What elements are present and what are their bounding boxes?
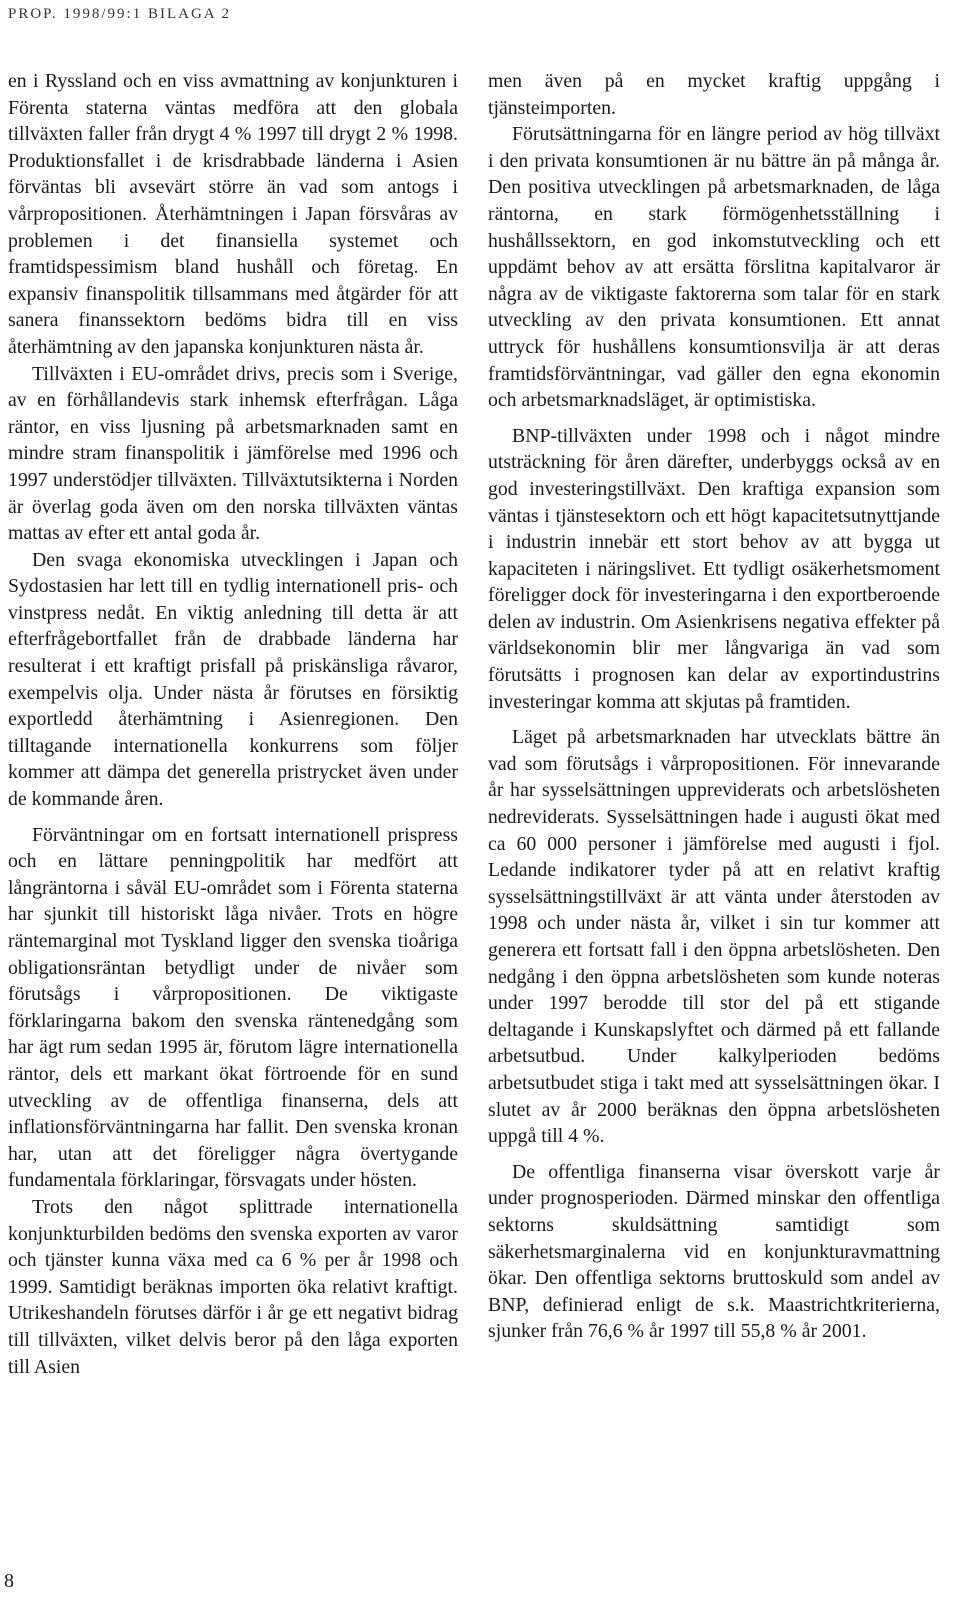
paragraph: Trots den något splittrade internationella konjunkturbilden bedöms den svenska exporten av varor och tjänster kunna växa med ca 6 % per år 1998 och 1999. Samtidigt beräknas importen öka relativt kraftigt. Utrikeshandeln förutses därför i år ge ett negativt bidrag till tillväxten, vilket delvis beror på den låga exporten till Asien — [8, 1195, 458, 1378]
paragraph: Den svaga ekonomiska utvecklingen i Japan och Sydostasien har lett till en tydlig internationell pris- och vinstpress nedåt. En viktig anledning till detta är att efterfrågebortfallet från de drabbade länderna har resulterat i ett kraftigt prisfall på priskänsliga råvaror, exempelvis olja. Under nästa år förutses en försiktig exportledd återhämtning i Asienregionen. Den tilltagande internationella konkurrens som följer kommer att dämpa det generella pristrycket även under de kommande åren. — [8, 548, 458, 811]
paragraph: BNP-tillväxten under 1998 och i något mindre utsträckning för åren därefter, underbyggs också av en god investeringstillväxt. Den kraftiga expansion som väntas i tjänstesektorn och ett högt kapacitetsutnyttjande i industrin innebär ett stort behov av att bygga ut kapaciteten i näringslivet. Ett tydligt osäkerhetsmoment föreligger dock för investeringarna i den exportberoende delen av industrin. Om Asienkrisens negativa effekter på världsekonomin blir mer långvariga än vad som förutsätts i prognosen kan delar av exportindustrins investeringar komma att skjutas på framtiden. — [488, 424, 940, 713]
paragraph: Förväntningar om en fortsatt internationell prispress och en lättare penningpolitik har medfört att långräntorna i såväl EU-området som i Förenta staterna har sjunkit till historiskt låga nivåer. Trots en högre räntemarginal mot Tyskland ligger den svenska tioåriga obligationsräntan betydligt under de nivåer som förutsågs i vårpropositionen. De viktigaste förklaringarna bakom den svenska räntenedgång som har ägt rum sedan 1995 är, förutom lägre internationella räntor, dels ett markant ökat förtroende för en sund utveckling av de offentliga finanserna, dels att inflationsförväntningarna har fallit. Den svenska kronan har, utan att det föreligger några övertygande fundamentala förklaringar, försvagats under hösten. — [8, 823, 458, 1192]
paragraph: De offentliga finanserna visar överskott varje år under prognosperioden. Därmed minskar den offentliga sektorns skuldsättning samtidigt som säkerhetsmarginalerna vid en konjunkturavmattning ökar. Den offentliga sektorns bruttoskuld som andel av BNP, definierad enligt de s.k. Maastrichtkriterierna, sjunker från 76,6 % år 1997 till 55,8 % år 2001. — [488, 1160, 940, 1343]
paragraph: en i Ryssland och en viss avmattning av konjunkturen i Förenta staterna väntas medföra att den globala tillväxten faller från drygt 4 % 1997 till drygt 2 % 1998. Produktionsfallet i de krisdrabbade länderna i Asien förväntas bli avsevärt större än vad som antogs i vårpropositionen. Återhämtningen i Japan försvåras av problemen i det finansiella systemet och framtidspessimism bland hushåll och företag. En expansiv finanspolitik tillsammans med åtgärder för att sanera finanssektorn bedöms bidra till en viss återhämtning av den japanska konjunkturen nästa år. — [8, 70, 458, 358]
left-column — [8, 68, 458, 1380]
paragraph: Läget på arbetsmarknaden har utvecklats bättre än vad som förutsågs i vårpropositionen. För innevarande år har sysselsättningen uppreviderats och arbetslösheten nedreviderats. Sysselsättningen hade i augusti ökat med ca 60 000 personer i jämförelse med augusti i fjol. Ledande indikatorer tyder på att en relativt kraftig sysselsättningstillväxt är att vänta under återstoden av 1998 och under nästa år, vilket i sin tur kommer att generera ett fortsatt fall i den öppna arbetslösheten. Den nedgång i den öppna arbetslösheten som kunde noteras under 1997 berodde till stor del på ett stigande deltagande i Kunskapslyftet och därmed på ett fallande arbetsutbud. Under kalkylperioden bedöms arbetsutbudet stiga i takt med att sysselsättningen ökar. I slutet av år 2000 beräknas den öppna arbetslösheten uppgå till 4 %. — [488, 726, 940, 1148]
paragraph: men även på en mycket kraftig uppgång i tjänsteimporten. — [488, 70, 940, 119]
running-header: PROP. 1998/99:1 BILAGA 2 — [8, 6, 232, 22]
paragraph: Tillväxten i EU-området drivs, precis som i Sverige, av en förhållandevis stark inhemsk efterfrågan. Låga räntor, en viss ljusning på arbetsmarknaden samt en mindre stram finanspolitik i jämförelse med 1996 och 1997 understödjer tillväxten. Tillväxtutsikterna i Norden är överlag goda även om den norska tillväxten väntas mattas av efter ett antal goda år. — [8, 362, 458, 545]
page-number: 8 — [4, 1570, 14, 1592]
paragraph: Förutsättningarna för en längre period av hög tillväxt i den privata konsumtionen är nu bättre än på många år. Den positiva utvecklingen på arbetsmarknaden, de låga räntorna, en stark förmögenhetsställning i hushållssektorn, en god inkomstutveckling och ett uppdämt behov av att ersätta förslitna kapitalvaror är några av de viktigaste faktorerna som talar för en stark utveckling av den privata konsumtionen. Ett annat uttryck för hushållens konsumtionsvilja är att deras framtidsförväntningar, vad gäller den egna ekonomin och arbetsmarknadsläget, är optimistiska. — [488, 123, 940, 412]
right-column — [488, 68, 940, 1345]
